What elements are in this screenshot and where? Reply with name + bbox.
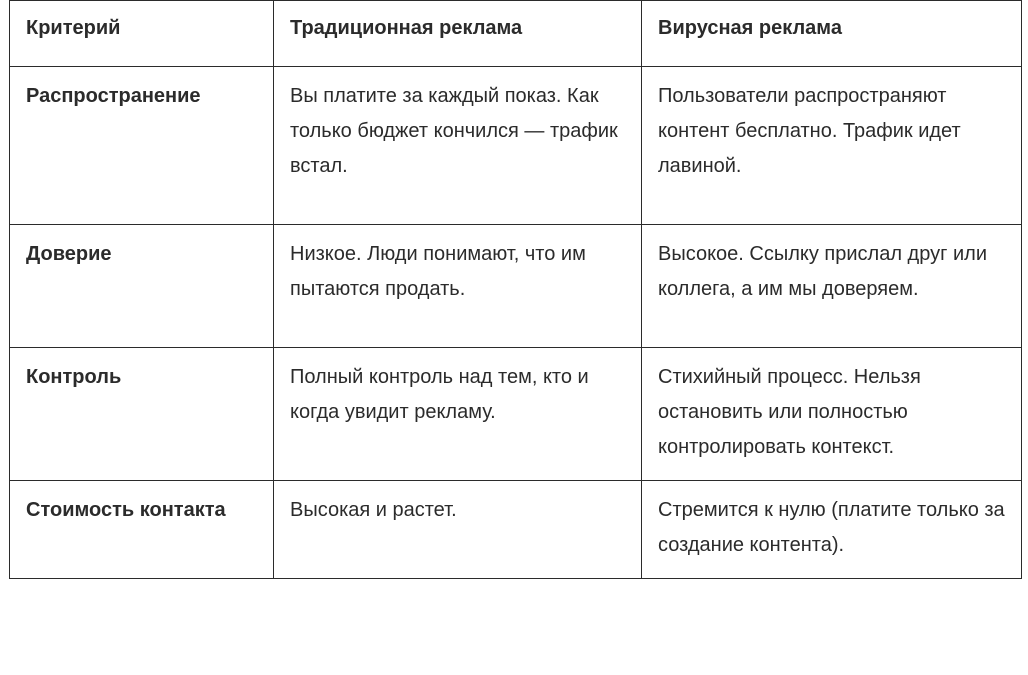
row-traditional-cell: Вы платите за каждый показ. Как только бюджет кончился — трафик встал. — [274, 67, 642, 225]
table-row — [10, 481, 1022, 579]
row-traditional-cell: Полный контроль над тем, кто и когда увидит рекламу. — [274, 348, 642, 481]
row-viral-cell: Стихийный процесс. Нельзя остановить или полностью контролировать контекст. — [642, 348, 1022, 481]
row-traditional-cell: Высокая и растет. — [274, 481, 642, 579]
header-viral-ads: Вирусная реклама — [642, 1, 1022, 67]
header-row — [10, 1, 1022, 67]
header-criterion: Критерий — [10, 1, 274, 67]
row-criterion: Доверие — [10, 225, 274, 348]
row-traditional-cell: Низкое. Люди понимают, что им пытаются продать. — [274, 225, 642, 348]
row-criterion: Стоимость контакта — [10, 481, 274, 579]
row-viral-cell: Стремится к нулю (платите только за создание контента). — [642, 481, 1022, 579]
comparison-table — [9, 0, 1022, 579]
row-viral-cell: Высокое. Ссылку прислал друг или коллега, а им мы доверяем. — [642, 225, 1022, 348]
table-row — [10, 348, 1022, 481]
table-row — [10, 225, 1022, 348]
row-criterion: Распространение — [10, 67, 274, 225]
table-row — [10, 67, 1022, 225]
table-header — [10, 1, 1022, 67]
row-viral-cell: Пользователи распространяют контент бесплатно. Трафик идет лавиной. — [642, 67, 1022, 225]
table-body — [10, 67, 1022, 579]
header-traditional-ads: Традиционная реклама — [274, 1, 642, 67]
row-criterion: Контроль — [10, 348, 274, 481]
